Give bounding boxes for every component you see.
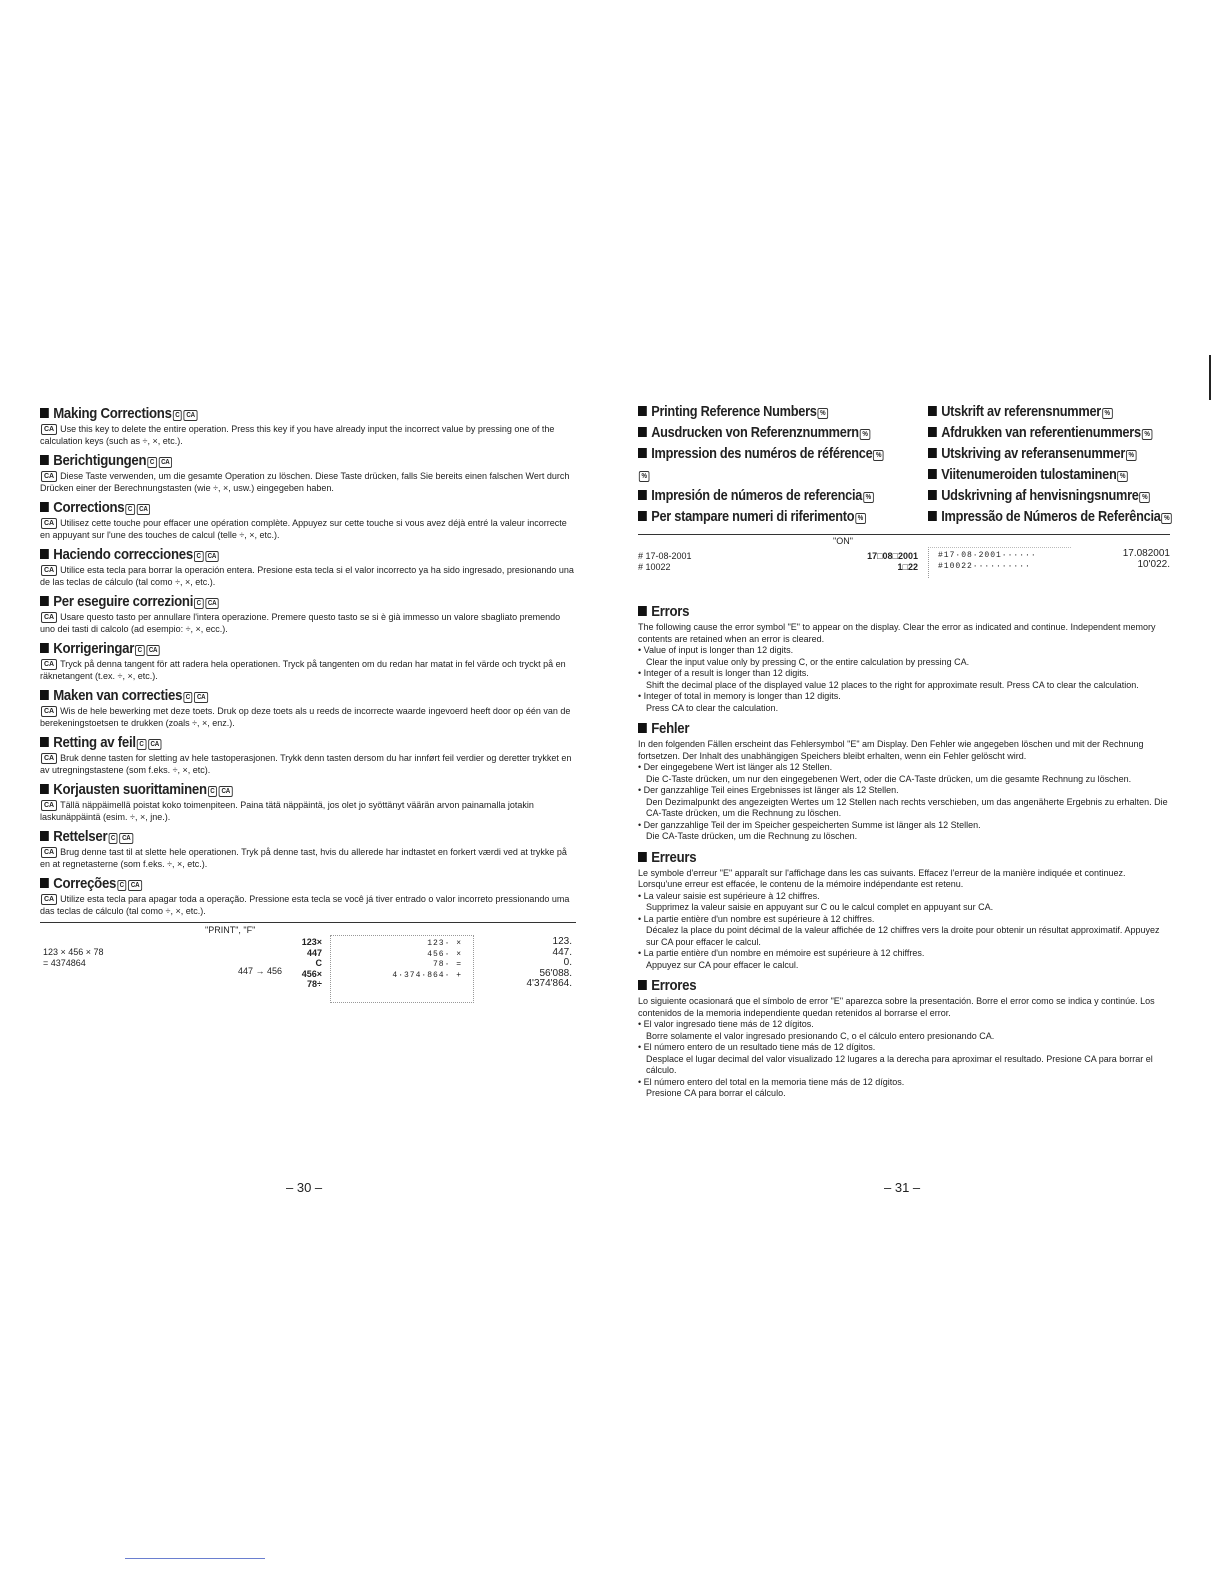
heading-text: Errors <box>651 603 690 620</box>
example-key-entry: 447 <box>306 947 322 958</box>
reference-headings <box>638 403 1170 528</box>
example-keys <box>290 937 322 990</box>
heading-text: Berichtigungen <box>53 452 147 469</box>
ref-heading <box>928 424 1148 443</box>
ca-key-icon: CA <box>41 424 57 435</box>
heading-text: Erreurs <box>651 848 697 866</box>
example-print-line: 456· × <box>427 949 462 959</box>
ref-print-line: #10022·········· <box>938 561 1031 571</box>
heading-text: Korjausten suorittaminen <box>53 781 207 798</box>
ref-key-icon: % <box>1140 492 1151 503</box>
key-icon: C <box>137 739 146 750</box>
ca-key-icon: CA <box>41 612 57 623</box>
ref-key-icon: % <box>1161 513 1172 524</box>
correction-section <box>40 546 576 588</box>
section-title <box>40 781 512 799</box>
heading-text: Afdrukken van referentienummers <box>941 425 1141 441</box>
key-icon: CA <box>194 692 208 703</box>
ref-key-icon: % <box>818 408 829 419</box>
correction-section <box>40 405 576 447</box>
key-icon: CA <box>205 551 219 562</box>
bullet-square <box>40 502 49 512</box>
ref-key-icon: % <box>1142 429 1153 440</box>
key-icon: C <box>194 598 203 609</box>
heading-text: Impressão de Números de Referência <box>941 509 1161 525</box>
ref-key-icon: % <box>1102 408 1113 419</box>
error-title <box>638 720 1106 738</box>
section-text-body: Utilisez cette touche pour effacer une opération complète. Appuyez sur cette touche si vous avez déjà entré la valeur incorrecte en appuyant sur l'une des touches de calcul (telle ÷, ×, etc.). <box>40 518 567 540</box>
example-calc: 123 × 456 × 78 <box>43 947 104 957</box>
correction-section <box>40 828 576 870</box>
bullet-square <box>40 643 49 653</box>
example-display-value: 56'088. <box>539 967 572 979</box>
error-intro: Lo siguiente ocasionará que el símbolo de error "E" aparezca sobre la presentación. Borre el error como se indica y continúe. Los contenidos de la memoria independiente quedan retenidos al borrarse el error. <box>638 996 1155 1018</box>
heading-text: Corrections <box>53 499 125 516</box>
heading-text: Utskrift av referensnummer <box>941 404 1102 420</box>
ref-key-icon: % <box>860 429 871 440</box>
error-intro: Le symbole d'erreur "E" apparaît sur l'affichage dans les cas suivants. Effacez l'erreur de la manière indiquée et continuez. Lorsqu'une erreur est effacée, le contenu de la mémoire indépendante est retenu. <box>638 867 1126 889</box>
ref-heading <box>928 508 1170 527</box>
example-mode: "PRINT", "F" <box>205 925 256 935</box>
key-icon: CA <box>148 739 162 750</box>
bullet-square <box>40 596 49 606</box>
bullet-square <box>638 511 647 521</box>
error-title <box>638 977 1106 995</box>
example-result: = 4374864 <box>43 958 86 968</box>
ref-key-icon: % <box>1126 450 1137 461</box>
ref-keys <box>818 551 918 572</box>
correction-section <box>40 593 576 635</box>
ref-key-icon: % <box>855 513 866 524</box>
error-bullet: • Der ganzzahlige Teil der im Speicher gespeicherten Summe ist länger als 12 Stellen. <box>638 819 981 830</box>
heading-text: Per stampare numeri di riferimento <box>651 509 855 525</box>
section-title <box>40 875 512 893</box>
example-display <box>480 937 572 990</box>
bullet-square <box>638 490 647 500</box>
error-bullet: • Der ganzzahlige Teil eines Ergebnisses ist länger als 12 Stellen. <box>638 785 899 795</box>
key-icon: C <box>147 457 156 468</box>
error-remedy: Presione CA para borrar el cálculo. <box>646 1088 786 1098</box>
ref-key-icon: % <box>873 450 884 461</box>
error-section <box>638 720 1170 843</box>
page-number-30: – 30 – <box>286 1180 323 1195</box>
correction-example <box>40 923 576 1001</box>
error-bullet: • El valor ingresado tiene más de 12 dígitos. <box>638 1019 814 1029</box>
heading-text: Correções <box>53 875 117 892</box>
correction-section <box>40 781 576 823</box>
error-remedy: Press CA to clear the calculation. <box>646 702 779 713</box>
reference-example <box>638 535 1170 597</box>
ref-heading <box>928 445 1148 464</box>
ca-key-icon: CA <box>41 659 57 670</box>
ref-display <box>1078 549 1170 570</box>
bullet-square <box>40 831 49 841</box>
key-icon: C <box>183 692 192 703</box>
example-printout <box>340 939 462 981</box>
key-icon: CA <box>205 598 219 609</box>
heading-text: Viitenumeroiden tulostaminen <box>941 467 1117 483</box>
section-text <box>40 847 576 870</box>
key-icon: C <box>135 645 144 656</box>
bullet-square <box>638 723 647 733</box>
section-title <box>40 499 512 517</box>
example-print-line: 4·374·864· + <box>392 970 462 980</box>
key-icon: C <box>108 833 117 844</box>
bullet-square <box>40 690 49 700</box>
example-display-value: 0. <box>563 957 572 968</box>
bullet-square <box>40 408 49 418</box>
key-icon: CA <box>158 457 172 468</box>
errors-sections <box>638 603 1170 1100</box>
scan-edge-line <box>1209 355 1211 400</box>
ref-key-entry: 17□08□2001 <box>867 551 918 561</box>
example-key-entry: 78÷ <box>307 979 322 989</box>
heading-text: Haciendo correcciones <box>53 546 193 563</box>
ca-key-icon: CA <box>41 518 57 529</box>
ref-input-line: # 10022 <box>638 561 671 572</box>
ref-printout <box>938 551 1037 572</box>
example-key-entry: 456× <box>301 968 322 979</box>
bullet-square <box>638 448 647 458</box>
example-key-entry: 123× <box>301 937 322 947</box>
correction-section <box>40 499 576 541</box>
ref-heading-key <box>638 466 893 485</box>
ref-heading <box>638 508 893 527</box>
section-text-body: Wis de hele bewerking met deze toets. Druk op deze toets als u reeds de incorrecte waarde ingevoerd heeft door op één van de berekeningstoetsen te drukken (zoals ÷, ×, enz.). <box>40 706 571 728</box>
ref-display-value: 10'022. <box>1137 558 1170 570</box>
ref-mode: "ON" <box>833 536 853 546</box>
error-bullet: • Integer of total in memory is longer than 12 digits. <box>638 691 841 701</box>
heading-text: Maken van correcties <box>53 687 183 704</box>
bullet-square <box>928 511 937 521</box>
section-text-body: Tällä näppäimellä poistat koko toimenpiteen. Paina tätä näppäintä, jos olet jo syöttänyt väärän arvon painamalla jotakin laskunäppäintä (esim. ÷, ×, jne.). <box>40 800 534 822</box>
ref-display-value: 17.082001 <box>1122 548 1170 559</box>
heading-text: Retting av feil <box>53 734 136 751</box>
bullet-square <box>638 606 647 616</box>
ref-heading <box>928 487 1148 506</box>
error-bullet: • La valeur saisie est supérieure à 12 chiffres. <box>638 890 820 901</box>
ref-key-entry: 1□22 <box>897 561 918 572</box>
heading-text: Rettelser <box>53 828 108 845</box>
bullet-square <box>638 852 647 862</box>
ca-key-icon: CA <box>41 753 57 764</box>
ref-key-icon: % <box>863 492 874 503</box>
example-display-value: 4'374'864. <box>526 978 572 989</box>
correction-section <box>40 687 576 729</box>
section-text <box>40 659 576 682</box>
error-section <box>638 849 1170 972</box>
section-title <box>40 828 512 846</box>
bullet-square <box>928 406 937 416</box>
ref-heading <box>638 487 893 506</box>
section-text-body: Use this key to delete the entire operation. Press this key if you have already input the incorrect value by pressing one of the calculation keys (such as ÷, ×, etc.). <box>40 424 555 446</box>
bullet-square <box>928 448 937 458</box>
section-title <box>40 452 512 470</box>
section-title <box>40 405 512 423</box>
section-text <box>40 800 576 823</box>
section-text-body: Utilize esta tecla para apagar toda a operação. Pressione esta tecla se você já tiver entrado o valor incorreto pressionando uma das teclas de cálculo (tal como ÷, ×, etc.). <box>40 894 570 916</box>
heading-text: Udskrivning af henvisningsnumre <box>941 488 1139 504</box>
section-text-body: Diese Taste verwenden, um die gesamte Operation zu löschen. Diese Taste drücken, falls Sie bereits einen falschen Wert durch Drücken einer der Berechnungstasten (wie ÷, ×, usw.) eingegeben haben. <box>40 471 570 493</box>
heading-text: Printing Reference Numbers <box>651 404 817 420</box>
example-display-value: 447. <box>552 946 572 958</box>
ref-heading <box>638 424 893 443</box>
ca-key-icon: CA <box>41 894 57 905</box>
ref-heading <box>638 445 893 464</box>
key-icon: C <box>117 880 126 891</box>
heading-text: Korrigeringar <box>53 640 135 657</box>
error-remedy: Appuyez sur CA pour effacer le calcul. <box>646 959 799 970</box>
correction-section <box>40 640 576 682</box>
ca-key-icon: CA <box>41 847 57 858</box>
bullet-square <box>638 406 647 416</box>
section-title <box>40 640 512 658</box>
ref-inputs <box>638 551 692 572</box>
error-bullet: • El número entero de un resultado tiene más de 12 dígitos. <box>638 1042 876 1052</box>
ref-heading <box>638 403 893 422</box>
right-page <box>638 403 1170 1100</box>
corrections-sections <box>40 405 576 917</box>
ca-key-icon: CA <box>41 471 57 482</box>
page-number-31: – 31 – <box>884 1180 921 1195</box>
section-text <box>40 753 576 776</box>
section-text <box>40 424 576 447</box>
key-icon: CA <box>136 504 150 515</box>
error-bullet: • Integer of a result is longer than 12 digits. <box>638 668 809 678</box>
ca-key-icon: CA <box>41 800 57 811</box>
section-text <box>40 894 576 917</box>
key-icon: CA <box>119 833 133 844</box>
section-title <box>40 593 512 611</box>
key-icon: C <box>208 786 217 797</box>
bullet-square <box>638 980 647 990</box>
heading-text: Per eseguire correzioni <box>53 593 194 610</box>
ca-key-icon: CA <box>41 565 57 576</box>
ca-key-icon: CA <box>41 706 57 717</box>
error-bullet: • Der eingegebene Wert ist länger als 12 Stellen. <box>638 762 833 772</box>
error-title <box>638 849 1106 867</box>
bullet-square <box>40 549 49 559</box>
bullet-square <box>40 878 49 888</box>
section-title <box>40 687 512 705</box>
key-icon: CA <box>146 645 160 656</box>
left-page <box>40 405 576 1001</box>
ref-heading <box>928 466 1148 485</box>
error-title <box>638 603 1106 621</box>
section-text-body: Utilice esta tecla para borrar la operación entera. Presione esta tecla si el valor incorrecto ya ha sido ingresado, presionando una de las teclas de cálculo (tal como ÷, ×, etc.). <box>40 565 574 587</box>
ref-key-icon: % <box>1117 471 1128 482</box>
section-text <box>40 471 576 494</box>
error-remedy: Clear the input value only by pressing C, or the entire calculation by pressing CA. <box>646 656 970 667</box>
error-bullet: • La partie entière d'un nombre en mémoire est supérieure à 12 chiffres. <box>638 948 925 958</box>
ref-input-line: # 17-08-2001 <box>638 551 692 561</box>
section-text-body: Bruk denne tasten for sletting av hele tastoperasjonen. Trykk denn tasten dersom du har innført feil verdier og deretter trykket en av utregningstastene (som f.eks. ÷, ×, etc). <box>40 753 572 775</box>
bullet-square <box>40 737 49 747</box>
bullet-square <box>40 784 49 794</box>
correction-section <box>40 452 576 494</box>
bullet-square <box>638 427 647 437</box>
heading-text: Errores <box>651 977 697 994</box>
section-text <box>40 706 576 729</box>
heading-text: Making Corrections <box>53 405 172 422</box>
section-text-body: Tryck på denna tangent för att radera hela operationen. Tryck på tangenten om du redan har matat in fel värde och tryckt på en räknetangent (t.ex. ÷, ×, etc.). <box>40 659 566 681</box>
example-print-line: 123· × <box>427 939 462 948</box>
example-print-line: 78· = <box>432 960 462 969</box>
bullet-square <box>928 469 937 479</box>
section-text <box>40 612 576 635</box>
bullet-square <box>928 427 937 437</box>
example-key-entry: C <box>315 958 322 968</box>
error-remedy: Die C-Taste drücken, um nur den eingegebenen Wert, oder die CA-Taste drücken, um die gesamte Rechnung zu löschen. <box>646 773 1132 784</box>
error-section <box>638 977 1170 1100</box>
key-icon: C <box>125 504 134 515</box>
section-text-body: Usare questo tasto per annullare l'intera operazione. Premere questo tasto se si è già immesso un valore sbagliato premendo uno dei tasti di calcolo (ad esempio: ÷, ×, ecc.). <box>40 612 561 634</box>
section-text <box>40 565 576 588</box>
error-remedy: Décalez la place du point décimal de la valeur affichée de 12 chiffres vers la droite pour obtenir un résultat approximatif. Appuyez sur CA pour effacer le calcul. <box>646 925 1160 947</box>
error-remedy: Shift the decimal place of the displayed value 12 places to the right for approximate result. Press CA to clear the calculation. <box>646 679 1139 690</box>
error-bullet: • El número entero del total en la memoria tiene más de 12 dígitos. <box>638 1076 905 1087</box>
ref-heading <box>928 403 1148 422</box>
example-fix: 447 → 456 <box>238 966 283 976</box>
key-icon: CA <box>184 410 198 421</box>
bullet-square <box>928 490 937 500</box>
key-icon: CA <box>219 786 233 797</box>
ref-key-icon: % <box>639 471 650 482</box>
error-remedy: Supprimez la valeur saisie en appuyant sur C ou le calcul complet en appuyant sur CA. <box>646 902 994 912</box>
section-title <box>40 734 512 752</box>
error-intro: In den folgenden Fällen erscheint das Fehlersymbol "E" am Display. Den Fehler wie angegeben löschen und mit der Rechnung fortsetzen. Der Inhalt des unabhängigen Speichers bleibt erhalten, wenn ein Fehler gelöscht wird. <box>638 739 1144 761</box>
error-remedy: Den Dezimalpunkt des angezeigten Wertes um 12 Stellen nach rechts verschieben, um das angenäherte Ergebnis zu erhalten. Die CA-Taste drücken, um die Rechnung zu löschen. <box>646 796 1168 818</box>
error-remedy: Die CA-Taste drücken, um die Rechnung zu löschen. <box>646 831 858 841</box>
correction-section <box>40 734 576 776</box>
heading-text: Ausdrucken von Referenznummern <box>651 425 859 441</box>
error-section <box>638 603 1170 714</box>
error-bullet: • Value of input is longer than 12 digits. <box>638 645 794 655</box>
correction-section <box>40 875 576 917</box>
heading-text: Impresión de números de referencia <box>651 488 863 504</box>
ref-print-line: #17·08·2001······ <box>938 551 1037 560</box>
error-intro: The following cause the error symbol "E" to appear on the display. Clear the error as indicated and continue. Independent memory contents are retained when an error is cleared. <box>638 622 1156 644</box>
error-remedy: Borre solamente el valor ingresado presionando C, o el cálculo entero presionando CA. <box>646 1030 995 1041</box>
key-icon: C <box>173 410 182 421</box>
bullet-square <box>40 455 49 465</box>
key-icon: C <box>194 551 203 562</box>
section-text-body: Brug denne tast til at slette hele operationen. Tryk på denne tast, hvis du allerede har indtastet en forkert værdi ved at trykke på en at regnetasterne (som f.eks. ÷, ×, etc.). <box>40 847 567 869</box>
heading-text: Utskriving av referansenummer <box>941 446 1126 462</box>
error-remedy: Desplace el lugar decimal del valor visualizado 12 lugares a la derecha para aproximar el resultado. Presione CA para borrar el cálculo. <box>646 1053 1153 1075</box>
key-icon: CA <box>128 880 142 891</box>
heading-text: Fehler <box>651 720 690 737</box>
section-title <box>40 546 512 564</box>
bottom-line <box>125 1558 265 1559</box>
heading-text: Impression des numéros de référence <box>651 446 873 462</box>
section-text <box>40 518 576 541</box>
error-bullet: • La partie entière d'un nombre est supérieure à 12 chiffres. <box>638 913 875 924</box>
example-display-value: 123. <box>552 936 572 947</box>
